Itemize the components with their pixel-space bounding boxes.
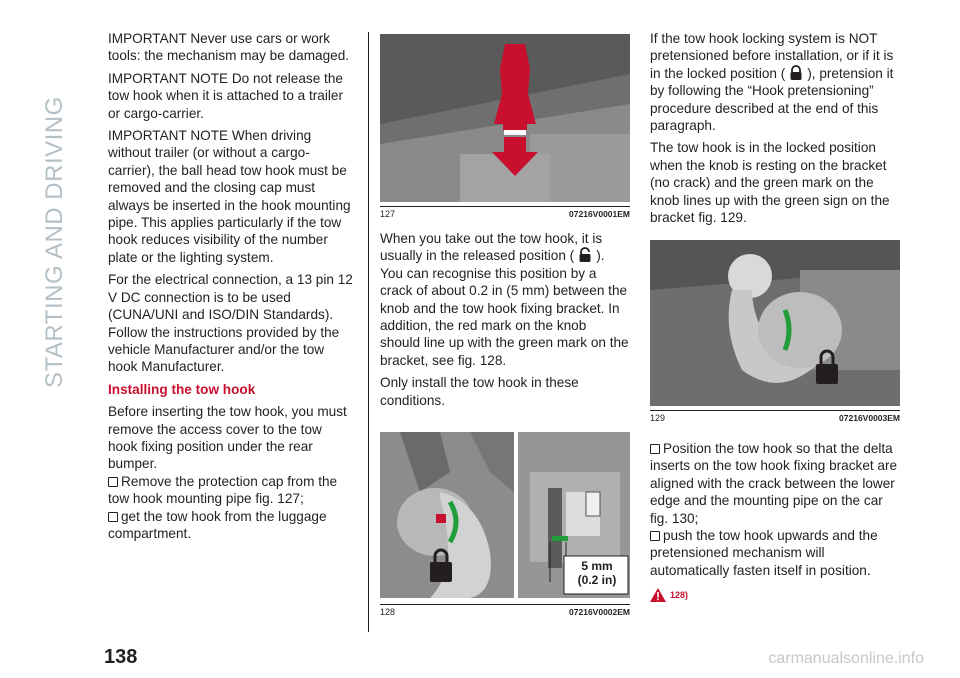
paragraph: Before inserting the tow hook, you must remove the access cover to the tow hook fixing position under the rear bumper. <box>108 404 347 472</box>
bullet-item: get the tow hook from the luggage compartment. <box>108 508 327 541</box>
text-column-2 <box>380 230 630 414</box>
warning-triangle-icon <box>650 588 666 602</box>
bullet-item: Position the tow hook so that the delta inserts on the tow hook fixing bracket are aligned with the crack between the lower edge and the mounting pipe on the car fig. 130; <box>650 441 898 526</box>
paragraph: If the tow hook locking system is NOT pretensioned before installation, or if it is in the locked position ( ), pretension it by following the “Hook pretensioning” procedure described at the end of this paragraph. <box>650 31 894 134</box>
paragraph: IMPORTANT NOTE When driving without trailer (or without a cargo-carrier), the ball head tow hook must be removed and the closing cap must always be inserted in the hook mounting pipe. This applies particularly if the tow hook reduces visibility of the number plate or the lighting system. <box>108 128 351 265</box>
watermark: carmanualsonline.info <box>768 650 924 667</box>
warning-reference: 128) <box>650 588 688 602</box>
dimension-label: 5 mm (0.2 in) <box>577 559 617 587</box>
column-divider <box>368 32 369 632</box>
text-column-1 <box>108 30 354 547</box>
figure-127-image <box>380 34 630 202</box>
locked-padlock-icon <box>788 65 804 81</box>
checkbox-bullet-icon <box>650 531 660 541</box>
paragraph: For the electrical connection, a 13 pin 12 V DC connection is to be used (CUNA/UNI and ISO/DIN Standards). Follow the instructions provided by the vehicle Manufacturer and/or the tow hook Manufacturer. <box>108 272 353 375</box>
bullet-item: Remove the protection cap from the tow hook mounting pipe fig. 127; <box>108 473 338 507</box>
text-column-3 <box>650 30 902 231</box>
checkbox-bullet-icon <box>108 512 118 522</box>
figure-128-caption: 128 07216V0002EM <box>380 604 630 617</box>
figure-129-caption: 129 07216V0003EM <box>650 410 900 423</box>
paragraph: The tow hook is in the locked position when the knob is resting on the bracket (no crack) and the green mark on the knob lines up with the green sign on the bracket fig. 129. <box>650 140 890 226</box>
page-number: 138 <box>104 646 138 668</box>
paragraph: IMPORTANT NOTE Do not release the tow hook when it is attached to a trailer or cargo-carrier. <box>108 70 343 121</box>
paragraph: Only install the tow hook in these conditions. <box>380 375 579 408</box>
text-column-3-bullets <box>650 440 902 584</box>
figure-127-caption: 127 07216V0001EM <box>380 206 630 219</box>
section-heading: Installing the tow hook <box>108 381 256 397</box>
bullet-item: push the tow hook upwards and the pretensioned mechanism will automatically fasten itself in position. <box>650 528 878 578</box>
paragraph: When you take out the tow hook, it is usually in the released position ( ). You can recognise this position by a crack of about 0.2 in (5 mm) between the knob and the tow hook fixing bracket. In addition, the red mark on the knob should line up with the green mark on the bracket, see fig. 128. <box>380 231 629 368</box>
checkbox-bullet-icon <box>108 477 118 487</box>
figure-128-image <box>380 432 630 598</box>
checkbox-bullet-icon <box>650 444 660 454</box>
paragraph: IMPORTANT Never use cars or work tools: the mechanism may be damaged. <box>108 31 350 64</box>
unlocked-padlock-icon <box>577 247 593 263</box>
figure-129-image <box>650 240 900 406</box>
